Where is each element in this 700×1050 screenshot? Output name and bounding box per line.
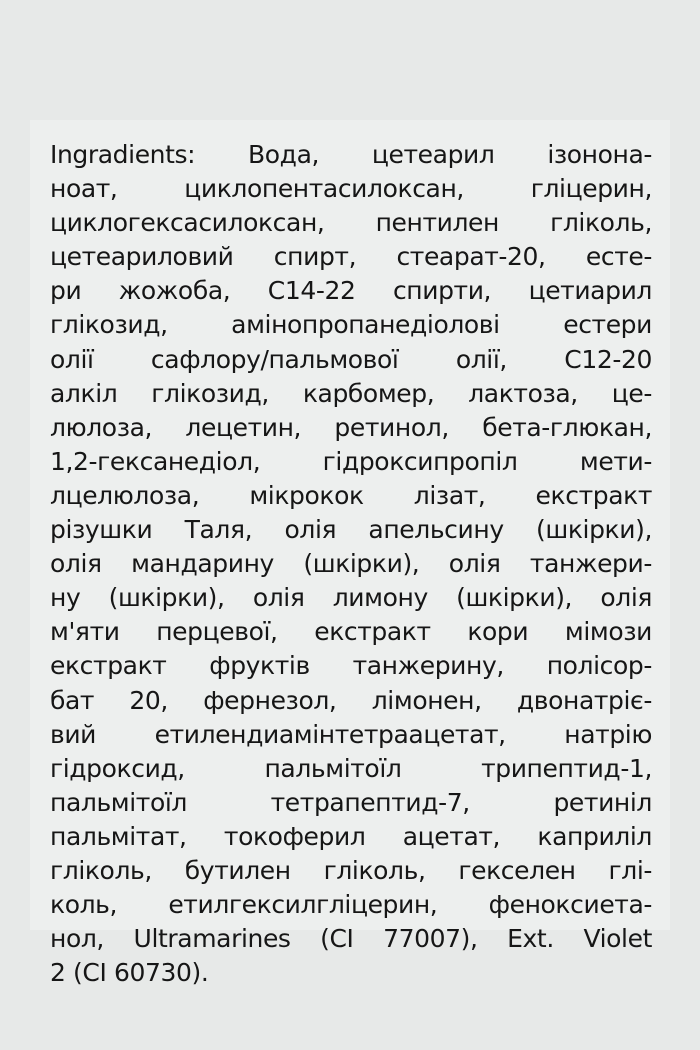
ingredients-line: гліколь, бутилен гліколь, гекселен глі- xyxy=(50,855,652,885)
ingredients-line: лцелюлоза, мікрокок лізат, екстракт xyxy=(50,480,652,510)
ingredients-line: алкіл глікозид, карбомер, лактоза, це- xyxy=(50,378,652,408)
ingredients-line: гідроксид, пальмітоїл трипептид-1, xyxy=(50,753,652,783)
ingredients-line: олія мандарину (шкірки), олія танжери- xyxy=(50,549,652,579)
ingredients-line: 2 (CI 60730). xyxy=(50,958,209,988)
ingredients-line: цетеариловий спирт, стеарат-20, есте- xyxy=(50,242,652,272)
ingredients-line: люлоза, лецетин, ретинол, бета-глюкан, xyxy=(50,412,652,442)
ingredients-line: циклогексасилоксан, пентилен гліколь, xyxy=(50,208,652,238)
ingredients-line: глікозид, амінопропанедіолові естери xyxy=(50,310,652,340)
ingredients-line: пальмітоїл тетрапептид-7, ретиніл xyxy=(50,787,652,817)
ingredients-line: м'яти перцевої, екстракт кори мімози xyxy=(50,617,652,647)
ingredients-line: вий етилендиамінтетраацетат, натрію xyxy=(50,719,652,749)
ingredients-line: ну (шкірки), олія лимону (шкірки), олія xyxy=(50,583,652,613)
ingredients-line: олії сафлору/пальмової олії, С12-20 xyxy=(50,344,652,374)
ingredients-line: бат 20, фернезол, лімонен, двонатріє- xyxy=(50,685,652,715)
ingredients-line: коль, етилгексилгліцерин, феноксиета- xyxy=(50,890,652,920)
ingredients-line: ноат, циклопентасилоксан, гліцерин, xyxy=(50,174,652,204)
ingredients-line: ри жожоба, С14-22 спирти, цетиарил xyxy=(50,276,652,306)
ingredients-line: Ingradients: Вода, цетеарил ізононa- xyxy=(50,140,652,169)
ingredients-line: пальмітат, токоферил ацетат, каприліл xyxy=(50,821,652,851)
ingredients-line: різушки Таля, олія апельсину (шкірки), xyxy=(50,515,652,545)
ingredients-line: 1,2-гексанедіол, гідроксипропіл мети- xyxy=(50,446,652,476)
ingredients-line: екстракт фруктів танжерину, полісор- xyxy=(50,651,652,681)
ingredients-line: нол, Ultramarines (CI 77007), Ext. Violet xyxy=(50,924,652,954)
ingredients-text-block xyxy=(50,138,652,990)
